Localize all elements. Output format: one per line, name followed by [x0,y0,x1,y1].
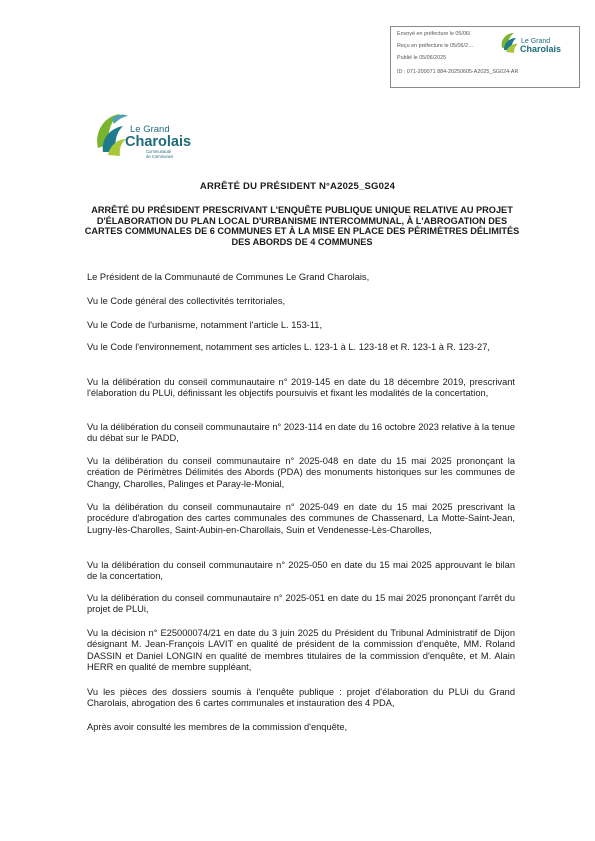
paragraph-deliberation-2019-145: Vu la délibération du conseil communautaire n° 2019-145 en date du 18 décembre 2019, prescrivant l'élaboration du PLUi, définissant les objectifs poursuivis et fixant les modalités de la concertation, [87,377,515,399]
stamp-logo-line2: Charolais [520,44,562,54]
paragraph-code-urbanisme: Vu le Code de l'urbanisme, notamment l'article L. 153-11, [87,320,323,330]
stamp-line-published: Publié le 05/06/2025 [397,55,447,61]
prefecture-stamp [390,26,580,88]
stamp-line-id: ID : 071-200071 884-20250605-A2025_SG024-AR [397,69,519,75]
stamp-logo-line1: Le Grand [521,38,551,45]
stamp-logo-icon [496,30,562,60]
stamp-line-received: Reçu en préfecture le 05/06/2… [397,43,474,49]
paragraph-dossiers-enquete: Vu les pièces des dossiers soumis à l'enquête publique : projet d'élaboration du PLUi du Grand Charolais, abrogation des 6 cartes communales et instauration des 4 PDA, [87,687,515,709]
logo-line1: Le Grand [130,124,170,135]
paragraph-president: Le Président de la Communauté de Communes Le Grand Charolais, [87,272,370,282]
logo-line3: Communauté [146,149,172,154]
stamp-line-sent: Envoyé en préfecture le 05/06/ [397,31,471,37]
paragraph-code-environnement: Vu le Code l'environnement, notamment ses articles L. 123-1 à L. 123-18 et R. 123-1 à R. 123-27, [87,342,490,352]
paragraph-deliberation-2025-048: Vu la délibération du conseil communautaire n° 2025-048 en date du 15 mai 2025 prononçant la création de Périmètres Délimités des Abords (PDA) des monuments historiques sur les communes de Changy, Charolles, Palinges et Paray-le-Monial, [87,456,515,489]
paragraph-deliberation-2025-050: Vu la délibération du conseil communautaire n° 2025-050 en date du 15 mai 2025 approuvant le bilan de la concertation, [87,560,515,582]
paragraph-consultation-commission: Après avoir consulté les membres de la commission d'enquête, [87,722,348,732]
paragraph-deliberation-2023-114: Vu la délibération du conseil communautaire n° 2023-114 en date du 16 octobre 2023 relative à la tenue du débat sur le PADD, [87,422,515,444]
decree-number-title: ARRÊTÉ DU PRÉSIDENT N°A2025_SG024 [199,181,396,192]
le-grand-charolais-logo [94,108,192,166]
paragraph-deliberation-2025-049: Vu la délibération du conseil communautaire n° 2025-049 en date du 15 mai 2025 prescrivant la procédure d'abrogation des cartes communales des communes de Chassenard, La Motte-Saint-Jean, Lugny-lès-Charolles, Saint-Aubin-en-Charollais, Suin et Vendenesse-Lès-Charolles, [87,502,515,535]
paragraph-cgct: Vu le Code général des collectivités territoriales, [87,296,286,306]
logo-line4: de Communes [146,154,174,159]
decree-main-title: ARRÊTÉ DU PRÉSIDENT PRESCRIVANT L'ENQUÊTE PUBLIQUE UNIQUE RELATIVE AU PROJET D'ÉLABORATION DU PLAN LOCAL D'URBANISME INTERCOMMUNAL, À L'ABROGATION DES CARTES COMMUNALES DE 6 COMMUNES ET À LA MISE EN PLACE DES PÉRIMÈTRES DÉLIMITÉS DES ABORDS DE 4 COMMUNES [84,205,520,247]
logo-line2: Charolais [125,134,192,150]
paragraph-deliberation-2025-051: Vu la délibération du conseil communautaire n° 2025-051 en date du 15 mai 2025 prononçant l'arrêt du projet de PLUi, [87,593,515,615]
paragraph-decision-tribunal: Vu la décision n° E25000074/21 en date du 3 juin 2025 du Président du Tribunal Administratif de Dijon désignant M. Jean-François LAVIT en qualité de président de la commission d'enquête, MM. Roland DASSIN et Daniel LONGIN en qualité de membres titulaires de la commission d'enquête, et M. Alain HERR en qualité de membre suppléant, [87,628,515,673]
